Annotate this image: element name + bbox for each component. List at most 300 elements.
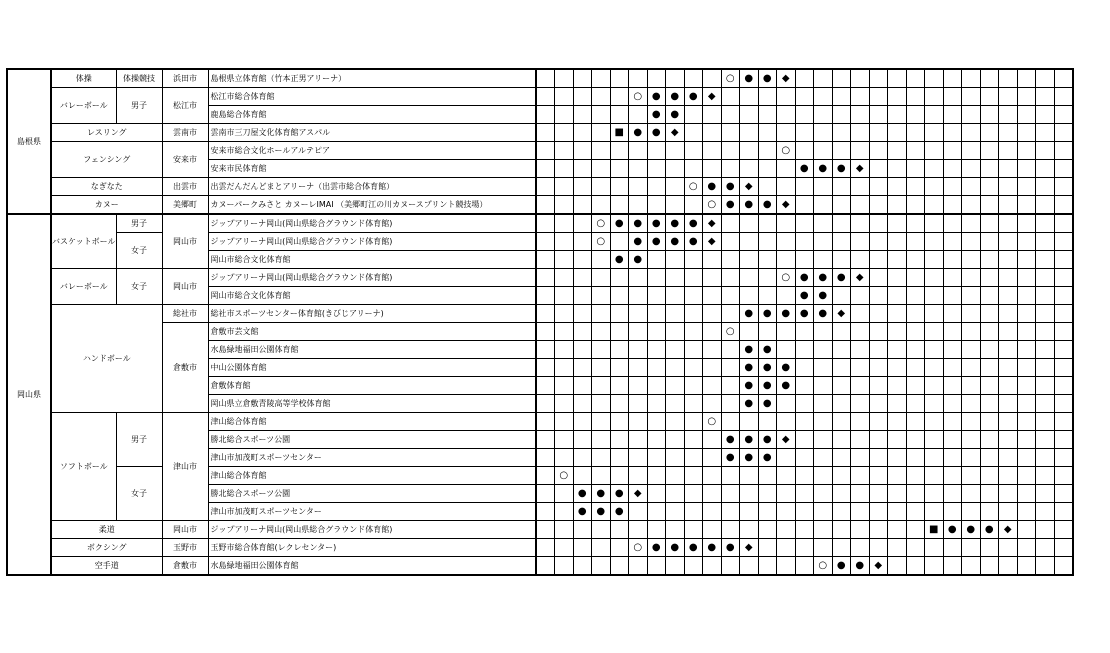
- day-cell: [962, 341, 981, 359]
- day-cell: [795, 377, 814, 395]
- day-cell: [925, 377, 944, 395]
- day-cell: [906, 359, 925, 377]
- day-cell: [573, 341, 592, 359]
- diamond-icon: ◆: [777, 196, 796, 215]
- day-cell: [573, 521, 592, 539]
- day-cell: [610, 449, 629, 467]
- day-cell: [647, 287, 666, 305]
- day-cell: [573, 124, 592, 142]
- day-cell: [1036, 196, 1055, 215]
- day-cell: [703, 485, 722, 503]
- day-cell: [555, 449, 574, 467]
- day-cell: [962, 160, 981, 178]
- day-cell: [888, 88, 907, 106]
- day-cell: [536, 69, 555, 88]
- day-cell: [684, 449, 703, 467]
- day-cell: [721, 269, 740, 287]
- day-cell: [851, 485, 870, 503]
- day-cell: [684, 287, 703, 305]
- day-cell: [869, 521, 888, 539]
- city-cell: 美郷町: [162, 196, 208, 215]
- category-cell: 男子: [116, 413, 162, 467]
- day-cell: [795, 449, 814, 467]
- day-cell: [777, 160, 796, 178]
- day-cell: [1036, 142, 1055, 160]
- day-cell: [814, 106, 833, 124]
- day-cell: [666, 323, 685, 341]
- day-cell: [721, 521, 740, 539]
- day-cell: [980, 233, 999, 251]
- day-cell: [592, 269, 611, 287]
- sport-cell: ソフトボール: [51, 413, 116, 521]
- day-cell: [610, 341, 629, 359]
- day-cell: [555, 359, 574, 377]
- day-cell: [592, 305, 611, 323]
- day-cell: [1036, 69, 1055, 88]
- solid-circle-icon: ●: [740, 377, 759, 395]
- solid-circle-icon: ●: [814, 287, 833, 305]
- day-cell: [536, 142, 555, 160]
- day-cell: [832, 287, 851, 305]
- day-cell: [925, 323, 944, 341]
- city-cell: 出雲市: [162, 178, 208, 196]
- day-cell: [1017, 431, 1036, 449]
- day-cell: [1036, 341, 1055, 359]
- diamond-icon: ◆: [703, 214, 722, 233]
- day-cell: [999, 269, 1018, 287]
- day-cell: [980, 413, 999, 431]
- day-cell: [943, 160, 962, 178]
- venue-cell: 津山総合体育館: [208, 467, 536, 485]
- diamond-icon: ◆: [703, 88, 722, 106]
- day-cell: [1017, 88, 1036, 106]
- solid-circle-icon: ●: [758, 305, 777, 323]
- day-cell: [1017, 124, 1036, 142]
- city-cell: 岡山市: [162, 269, 208, 305]
- day-cell: [647, 251, 666, 269]
- day-cell: [999, 377, 1018, 395]
- day-cell: [629, 377, 648, 395]
- venue-schedule-table: [6, 68, 1074, 576]
- day-cell: [888, 485, 907, 503]
- day-cell: [943, 539, 962, 557]
- venue-cell: ジップアリーナ岡山(岡山県総合グラウンド体育館): [208, 233, 536, 251]
- day-cell: [888, 521, 907, 539]
- day-cell: [925, 449, 944, 467]
- day-cell: [610, 178, 629, 196]
- day-cell: [906, 287, 925, 305]
- sport-cell: 空手道: [51, 557, 162, 576]
- day-cell: [999, 106, 1018, 124]
- day-cell: [832, 178, 851, 196]
- day-cell: [610, 233, 629, 251]
- day-cell: [1017, 196, 1036, 215]
- day-cell: [1017, 521, 1036, 539]
- day-cell: [629, 359, 648, 377]
- day-cell: [610, 413, 629, 431]
- day-cell: [1017, 413, 1036, 431]
- day-cell: [980, 269, 999, 287]
- day-cell: [758, 323, 777, 341]
- day-cell: [980, 214, 999, 233]
- day-cell: [721, 287, 740, 305]
- day-cell: [610, 305, 629, 323]
- day-cell: [684, 106, 703, 124]
- hollow-circle-icon: ○: [592, 233, 611, 251]
- day-cell: [814, 485, 833, 503]
- day-cell: [1054, 160, 1073, 178]
- day-cell: [906, 88, 925, 106]
- schedule-row: [7, 521, 1073, 539]
- day-cell: [777, 557, 796, 576]
- day-cell: [666, 431, 685, 449]
- prefecture-cell: 島根県: [7, 69, 51, 214]
- day-cell: [592, 251, 611, 269]
- day-cell: [1036, 557, 1055, 576]
- day-cell: [703, 323, 722, 341]
- day-cell: [906, 214, 925, 233]
- day-cell: [851, 287, 870, 305]
- day-cell: [943, 377, 962, 395]
- city-cell: 雲南市: [162, 124, 208, 142]
- day-cell: [555, 503, 574, 521]
- schedule-row: [7, 269, 1073, 287]
- day-cell: [758, 106, 777, 124]
- day-cell: [888, 214, 907, 233]
- day-cell: [592, 160, 611, 178]
- day-cell: [851, 503, 870, 521]
- day-cell: [851, 413, 870, 431]
- day-cell: [906, 323, 925, 341]
- day-cell: [592, 341, 611, 359]
- day-cell: [1017, 287, 1036, 305]
- solid-circle-icon: ●: [740, 341, 759, 359]
- solid-circle-icon: ●: [758, 377, 777, 395]
- day-cell: [1036, 449, 1055, 467]
- day-cell: [777, 413, 796, 431]
- day-cell: [1054, 557, 1073, 576]
- day-cell: [832, 521, 851, 539]
- day-cell: [684, 196, 703, 215]
- day-cell: [573, 160, 592, 178]
- day-cell: [555, 287, 574, 305]
- day-cell: [943, 233, 962, 251]
- day-cell: [758, 233, 777, 251]
- day-cell: [814, 503, 833, 521]
- day-cell: [684, 359, 703, 377]
- day-cell: [962, 395, 981, 413]
- day-cell: [536, 178, 555, 196]
- day-cell: [629, 341, 648, 359]
- day-cell: [1054, 467, 1073, 485]
- day-cell: [906, 449, 925, 467]
- day-cell: [555, 69, 574, 88]
- day-cell: [906, 69, 925, 88]
- sport-cell: 柔道: [51, 521, 162, 539]
- day-cell: [906, 485, 925, 503]
- day-cell: [758, 269, 777, 287]
- day-cell: [536, 233, 555, 251]
- day-cell: [925, 269, 944, 287]
- solid-circle-icon: ●: [721, 431, 740, 449]
- day-cell: [555, 106, 574, 124]
- day-cell: [666, 305, 685, 323]
- day-cell: [980, 287, 999, 305]
- solid-circle-icon: ●: [703, 539, 722, 557]
- day-cell: [814, 251, 833, 269]
- day-cell: [795, 539, 814, 557]
- day-cell: [980, 160, 999, 178]
- day-cell: [1054, 196, 1073, 215]
- solid-circle-icon: ●: [758, 359, 777, 377]
- solid-circle-icon: ●: [943, 521, 962, 539]
- day-cell: [573, 106, 592, 124]
- day-cell: [851, 449, 870, 467]
- day-cell: [573, 539, 592, 557]
- day-cell: [758, 413, 777, 431]
- solid-circle-icon: ●: [647, 233, 666, 251]
- day-cell: [1036, 160, 1055, 178]
- day-cell: [703, 287, 722, 305]
- day-cell: [925, 431, 944, 449]
- day-cell: [629, 106, 648, 124]
- day-cell: [666, 178, 685, 196]
- day-cell: [999, 485, 1018, 503]
- day-cell: [906, 142, 925, 160]
- day-cell: [777, 106, 796, 124]
- solid-circle-icon: ●: [740, 305, 759, 323]
- day-cell: [647, 69, 666, 88]
- day-cell: [980, 539, 999, 557]
- day-cell: [629, 69, 648, 88]
- solid-circle-icon: ●: [629, 124, 648, 142]
- day-cell: [721, 142, 740, 160]
- day-cell: [647, 377, 666, 395]
- day-cell: [647, 160, 666, 178]
- day-cell: [684, 503, 703, 521]
- day-cell: [962, 88, 981, 106]
- day-cell: [758, 485, 777, 503]
- day-cell: [536, 269, 555, 287]
- day-cell: [1036, 88, 1055, 106]
- solid-circle-icon: ●: [832, 269, 851, 287]
- venue-cell: 雲南市三刀屋文化体育館アスパル: [208, 124, 536, 142]
- day-cell: [832, 539, 851, 557]
- solid-circle-icon: ●: [740, 69, 759, 88]
- day-cell: [1054, 178, 1073, 196]
- solid-circle-icon: ●: [740, 395, 759, 413]
- category-cell: 女子: [116, 269, 162, 305]
- day-cell: [1017, 305, 1036, 323]
- venue-cell: カヌーパークみさと カヌーレIMAI （美郷町江の川カヌースプリント競技場）: [208, 196, 536, 215]
- day-cell: [1036, 178, 1055, 196]
- day-cell: [740, 124, 759, 142]
- day-cell: [1017, 503, 1036, 521]
- day-cell: [721, 106, 740, 124]
- day-cell: [943, 503, 962, 521]
- day-cell: [740, 88, 759, 106]
- day-cell: [610, 88, 629, 106]
- hollow-circle-icon: ○: [721, 323, 740, 341]
- day-cell: [1054, 69, 1073, 88]
- day-cell: [814, 69, 833, 88]
- day-cell: [555, 88, 574, 106]
- solid-circle-icon: ●: [629, 214, 648, 233]
- day-cell: [832, 251, 851, 269]
- prefecture-cell: 岡山県: [7, 214, 51, 575]
- day-cell: [943, 69, 962, 88]
- solid-circle-icon: ●: [795, 287, 814, 305]
- venue-cell: 安来市総合文化ホールアルテピア: [208, 142, 536, 160]
- day-cell: [925, 196, 944, 215]
- day-cell: [536, 521, 555, 539]
- day-cell: [555, 305, 574, 323]
- day-cell: [703, 467, 722, 485]
- day-cell: [943, 124, 962, 142]
- day-cell: [888, 251, 907, 269]
- day-cell: [758, 160, 777, 178]
- solid-circle-icon: ●: [610, 214, 629, 233]
- day-cell: [999, 359, 1018, 377]
- day-cell: [1036, 305, 1055, 323]
- day-cell: [999, 251, 1018, 269]
- city-cell: 玉野市: [162, 539, 208, 557]
- day-cell: [851, 233, 870, 251]
- day-cell: [703, 503, 722, 521]
- day-cell: [814, 395, 833, 413]
- day-cell: [536, 431, 555, 449]
- solid-circle-icon: ●: [610, 485, 629, 503]
- day-cell: [777, 521, 796, 539]
- day-cell: [666, 359, 685, 377]
- diamond-icon: ◆: [851, 160, 870, 178]
- day-cell: [721, 413, 740, 431]
- day-cell: [536, 214, 555, 233]
- sport-cell: バレーボール: [51, 88, 116, 124]
- day-cell: [962, 413, 981, 431]
- day-cell: [703, 431, 722, 449]
- day-cell: [962, 69, 981, 88]
- day-cell: [573, 449, 592, 467]
- category-cell: 男子: [116, 214, 162, 233]
- solid-circle-icon: ●: [647, 88, 666, 106]
- day-cell: [795, 557, 814, 576]
- solid-circle-icon: ●: [592, 485, 611, 503]
- day-cell: [555, 124, 574, 142]
- day-cell: [629, 557, 648, 576]
- day-cell: [888, 377, 907, 395]
- day-cell: [1036, 431, 1055, 449]
- day-cell: [573, 178, 592, 196]
- day-cell: [536, 449, 555, 467]
- day-cell: [573, 88, 592, 106]
- category-cell: 女子: [116, 467, 162, 521]
- day-cell: [666, 485, 685, 503]
- day-cell: [943, 323, 962, 341]
- day-cell: [703, 521, 722, 539]
- day-cell: [629, 449, 648, 467]
- day-cell: [980, 178, 999, 196]
- day-cell: [851, 431, 870, 449]
- day-cell: [610, 287, 629, 305]
- venue-cell: ジップアリーナ岡山(岡山県総合グラウンド体育館): [208, 521, 536, 539]
- day-cell: [925, 233, 944, 251]
- day-cell: [888, 539, 907, 557]
- day-cell: [869, 395, 888, 413]
- day-cell: [943, 413, 962, 431]
- day-cell: [1054, 377, 1073, 395]
- hollow-circle-icon: ○: [629, 88, 648, 106]
- day-cell: [980, 88, 999, 106]
- day-cell: [684, 431, 703, 449]
- day-cell: [906, 269, 925, 287]
- day-cell: [888, 142, 907, 160]
- day-cell: [832, 214, 851, 233]
- day-cell: [832, 124, 851, 142]
- venue-cell: 安来市民体育館: [208, 160, 536, 178]
- day-cell: [962, 377, 981, 395]
- day-cell: [555, 323, 574, 341]
- day-cell: [610, 467, 629, 485]
- day-cell: [869, 485, 888, 503]
- day-cell: [888, 395, 907, 413]
- day-cell: [906, 178, 925, 196]
- day-cell: [925, 557, 944, 576]
- day-cell: [740, 106, 759, 124]
- day-cell: [647, 178, 666, 196]
- day-cell: [666, 377, 685, 395]
- day-cell: [795, 413, 814, 431]
- day-cell: [999, 305, 1018, 323]
- solid-circle-icon: ●: [610, 251, 629, 269]
- solid-circle-icon: ●: [666, 88, 685, 106]
- day-cell: [740, 503, 759, 521]
- day-cell: [573, 413, 592, 431]
- diamond-icon: ◆: [666, 124, 685, 142]
- day-cell: [777, 449, 796, 467]
- day-cell: [536, 557, 555, 576]
- day-cell: [925, 341, 944, 359]
- day-cell: [962, 557, 981, 576]
- day-cell: [555, 395, 574, 413]
- day-cell: [629, 305, 648, 323]
- day-cell: [869, 359, 888, 377]
- day-cell: [962, 485, 981, 503]
- day-cell: [851, 214, 870, 233]
- day-cell: [906, 251, 925, 269]
- day-cell: [869, 431, 888, 449]
- day-cell: [869, 69, 888, 88]
- day-cell: [629, 413, 648, 431]
- day-cell: [1017, 69, 1036, 88]
- day-cell: [740, 485, 759, 503]
- day-cell: [1036, 323, 1055, 341]
- day-cell: [814, 539, 833, 557]
- day-cell: [666, 413, 685, 431]
- day-cell: [721, 124, 740, 142]
- day-cell: [980, 377, 999, 395]
- day-cell: [980, 449, 999, 467]
- solid-circle-icon: ●: [629, 233, 648, 251]
- day-cell: [814, 467, 833, 485]
- day-cell: [703, 449, 722, 467]
- solid-circle-icon: ●: [832, 557, 851, 576]
- city-cell: 岡山市: [162, 521, 208, 539]
- day-cell: [851, 142, 870, 160]
- solid-circle-icon: ●: [573, 503, 592, 521]
- day-cell: [740, 214, 759, 233]
- day-cell: [962, 305, 981, 323]
